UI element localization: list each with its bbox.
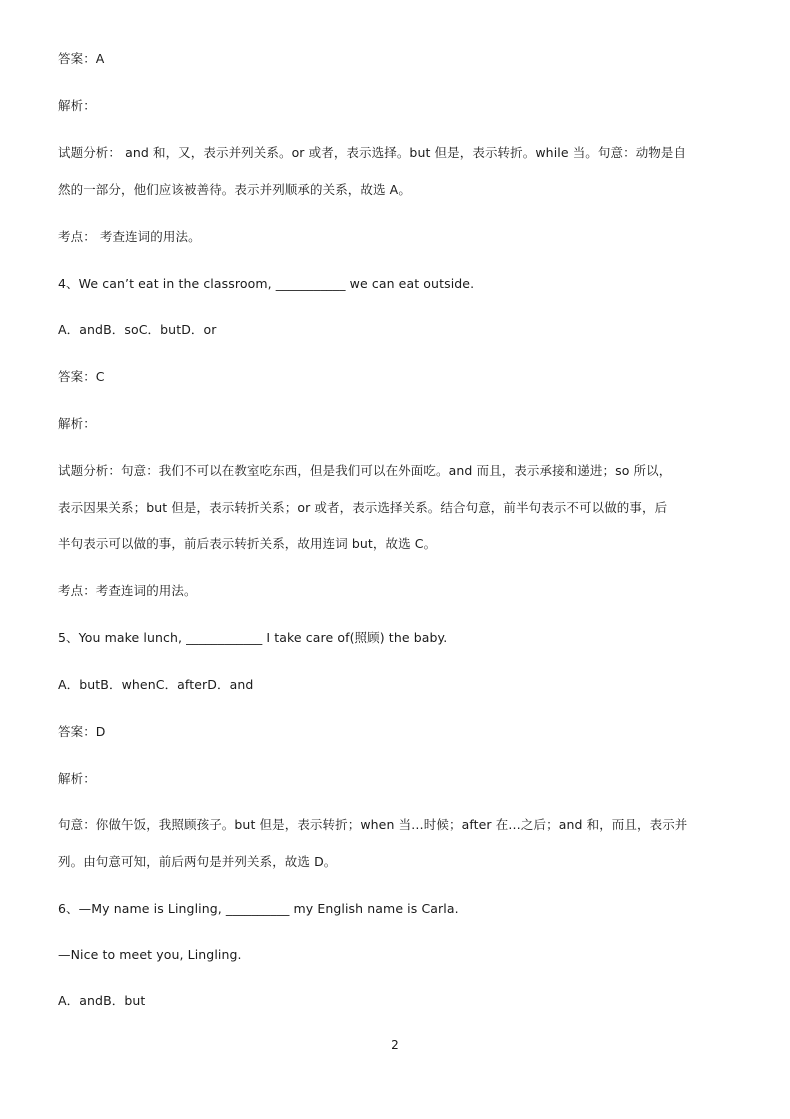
question-6-options: A．andB．but xyxy=(58,993,146,1008)
analysis-label: 解析： xyxy=(58,771,96,786)
question-5-options: A．butB．whenC．afterD．and xyxy=(58,677,254,692)
analysis-text-line: 列。由句意可知，前后两句是并列关系，故选 D。 xyxy=(58,854,337,869)
analysis-text-line: 句意：你做午饭，我照顾孩子。but 但是，表示转折；when 当…时候；after 在…之后；and 和，而且，表示并 xyxy=(58,817,688,832)
analysis-text-line: 试题分析：句意：我们不可以在教室吃东西，但是我们可以在外面吃。and 而且，表示承接和递进；so 所以， xyxy=(58,463,672,478)
answer-line: 答案：A xyxy=(58,51,105,66)
question-4-options: A．andB．soC．butD．or xyxy=(58,322,217,337)
question-5: 5、You make lunch, ____________ I take care of(照顾) the baby. xyxy=(58,630,448,645)
exam-point-line: 考点：考查连词的用法。 xyxy=(58,583,197,598)
question-6-reply: —Nice to meet you, Lingling. xyxy=(58,947,242,962)
analysis-text-line: 半句表示可以做的事，前后表示转折关系，故用连词 but，故选 C。 xyxy=(58,536,437,551)
answer-line: 答案：C xyxy=(58,369,105,384)
page-number: 2 xyxy=(391,1038,399,1052)
question-4: 4、We can’t eat in the classroom, ___________ we can eat outside. xyxy=(58,276,475,291)
analysis-text-line: 然的一部分，他们应该被善待。表示并列顺承的关系，故选 A。 xyxy=(58,182,411,197)
analysis-label: 解析： xyxy=(58,98,96,113)
analysis-text-line: 试题分析： and 和，又，表示并列关系。or 或者，表示选择。but 但是，表示转折。while 当。句意：动物是自 xyxy=(58,145,687,160)
answer-line: 答案：D xyxy=(58,724,106,739)
analysis-text-line: 表示因果关系；but 但是，表示转折关系；or 或者，表示选择关系。结合句意，前半句表示不可以做的事，后 xyxy=(58,500,668,515)
analysis-label: 解析： xyxy=(58,416,96,431)
question-6: 6、—My name is Lingling, __________ my English name is Carla. xyxy=(58,901,459,916)
exam-point-line: 考点： 考查连词的用法。 xyxy=(58,229,201,244)
